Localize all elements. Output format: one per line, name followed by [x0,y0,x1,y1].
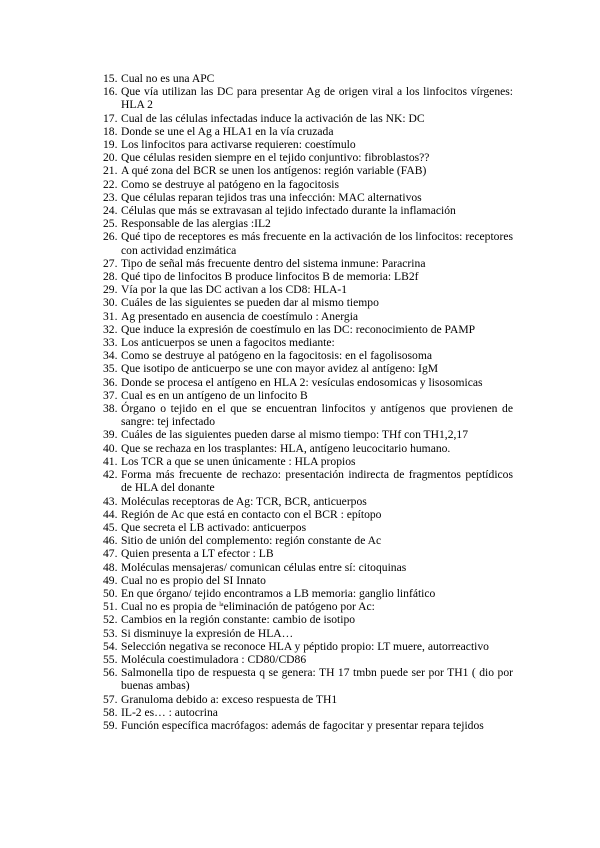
item-number: 33. [103,336,118,350]
list-item [103,574,513,587]
item-number: 50. [103,586,118,600]
item-text: Donde se procesa el antígeno en HLA 2: vesículas endosomicas y lisosomicas [121,375,483,389]
item-number: 52. [103,613,118,627]
list-item [103,666,513,692]
item-text: Tipo de señal más frecuente dentro del sistema inmune: Paracrina [121,256,426,270]
list-item [103,125,513,138]
item-text: Función específica macrófagos: además de fagocitar y presentar repara tejidos [121,718,484,732]
item-number: 53. [103,626,118,640]
list-item [103,296,513,309]
item-text: Ag presentado en ausencia de coestímulo : Anergia [121,309,359,323]
question-list [103,72,513,732]
list-item [103,85,513,111]
item-number: 23. [103,190,118,204]
list-item [103,547,513,560]
item-number: 43. [103,494,118,508]
item-text: Células que más se extravasan al tejido infectado durante la inflamación [121,204,456,218]
list-item [103,719,513,732]
item-number: 48. [103,560,118,574]
item-number: 58. [103,705,118,719]
item-text-part: eliminación de patógeno por Ac: [223,600,375,614]
item-number: 51. [103,600,118,614]
item-number: 39. [103,428,118,442]
list-item [103,270,513,283]
item-text: Que induce la expresión de coestímulo en las DC: reconocimiento de PAMP [121,322,476,336]
list-item [103,640,513,653]
list-item [103,693,513,706]
item-text: Los anticuerpos se unen a fagocitos mediante: [121,336,335,350]
item-text: Donde se une el Ag a HLA1 en la vía cruzada [121,124,334,138]
list-item [103,455,513,468]
item-text: Que secreta el LB activado: anticuerpos [121,520,307,534]
item-text: Que células residen siempre en el tejido conjuntivo: fibroblastos?? [121,151,430,165]
list-item [103,376,513,389]
item-text: Vía por la que las DC activan a los CD8: HLA-1 [121,283,348,297]
list-item [103,389,513,402]
list-item [103,72,513,85]
item-number: 42. [103,468,118,482]
item-text: Si disminuye la expresión de HLA… [121,626,294,640]
item-text [121,600,513,613]
item-number: 21. [103,164,118,178]
list-item [103,217,513,230]
item-number: 57. [103,692,118,706]
item-number: 40. [103,441,118,455]
list-item [103,706,513,719]
list-item [103,178,513,191]
item-number: 25. [103,217,118,231]
item-text: Sitio de unión del complemento: región constante de Ac [121,534,382,548]
item-text: Los linfocitos para activarse requieren: coestímulo [121,138,356,152]
list-item [103,561,513,574]
item-text: Salmonella tipo de respuesta q se genera: TH 17 tmbn puede ser por TH1 ( dio por buenas ambas) [121,666,513,693]
item-text: Qué tipo de linfocitos B produce linfocitos B de memoria: LB2f [121,270,419,284]
item-text: Como se destruye al patógeno en la fagocitosis: en el fagolisosoma [121,349,433,363]
list-item [103,151,513,164]
item-number: 35. [103,362,118,376]
item-number: 28. [103,270,118,284]
list-item [103,653,513,666]
list-item [103,534,513,547]
item-number: 24. [103,204,118,218]
list-item [103,336,513,349]
item-text: Moléculas receptoras de Ag: TCR, BCR, anticuerpos [121,494,367,508]
item-text: Región de Ac que está en contacto con el BCR : epítopo [121,507,382,521]
list-item [103,428,513,441]
item-text: Que células reparan tejidos tras una infección: MAC alternativos [121,190,422,204]
item-number: 19. [103,138,118,152]
item-text-part: Cual no es propia de [121,600,220,614]
list-item [103,257,513,270]
item-number: 56. [103,666,118,680]
item-number: 15. [103,72,118,85]
item-text: Cual de las células infectadas induce la activación de las NK: DC [121,111,425,125]
item-number: 27. [103,256,118,270]
item-text: Selección negativa se reconoce HLA y péptido propio: LT muere, autorreactivo [121,639,489,653]
item-text: Cambios en la región constante: cambio de isotipo [121,613,356,627]
item-text: Que isotipo de anticuerpo se une con mayor avidez al antígeno: IgM [121,362,439,376]
list-item [103,310,513,323]
item-number: 22. [103,177,118,191]
list-item [103,521,513,534]
list-item [103,230,513,256]
item-number: 38. [103,402,118,416]
item-number: 31. [103,309,118,323]
item-number: 36. [103,375,118,389]
list-item [103,164,513,177]
item-number: 49. [103,573,118,587]
item-text: Qué tipo de receptores es más frecuente en la activación de los linfocitos: receptores con actividad enzimática [121,230,513,257]
list-item [103,613,513,626]
list-item [103,138,513,151]
item-text: Cuáles de las siguientes pueden darse al mismo tiempo: THf con TH1,2,17 [121,428,468,442]
list-item [103,112,513,125]
list-item [103,627,513,640]
item-number: 44. [103,507,118,521]
list-item [103,508,513,521]
item-number: 55. [103,652,118,666]
item-number: 18. [103,124,118,138]
item-text: Molécula coestimuladora : CD80/CD86 [121,652,307,666]
item-text: Granuloma debido a: exceso respuesta de TH1 [121,692,338,706]
item-number: 41. [103,454,118,468]
list-item [103,283,513,296]
list-item [103,600,513,613]
item-text: Órgano o tejido en el que se encuentran linfocitos y antígenos que provienen de sangre: tej infectado [121,402,513,429]
item-text: Los TCR a que se unen únicamente : HLA propios [121,454,356,468]
list-item [103,402,513,428]
item-number: 30. [103,296,118,310]
list-item [103,587,513,600]
item-text: Moléculas mensajeras/ comunican células entre sí: citoquinas [121,560,407,574]
item-text: Responsable de las alergias :IL2 [121,217,271,231]
item-number: 26. [103,230,118,244]
item-text-superscript: la [219,602,224,609]
item-text: Forma más frecuente de rechazo: presentación indirecta de fragmentos peptídicos de HLA del donante [121,468,513,495]
list-item [103,362,513,375]
item-number: 16. [103,85,118,99]
item-text: Cual es en un antígeno de un linfocito B [121,388,308,402]
item-number: 37. [103,388,118,402]
list-item [103,323,513,336]
item-number: 32. [103,322,118,336]
list-item [103,495,513,508]
item-number: 47. [103,547,118,561]
item-text: IL-2 es… : autocrina [121,705,218,719]
list-item [103,191,513,204]
item-text: Quien presenta a LT efector : LB [121,547,274,561]
item-number: 29. [103,283,118,297]
item-number: 59. [103,718,118,732]
list-item [103,468,513,494]
item-text: Cuáles de las siguientes se pueden dar al mismo tiempo [121,296,379,310]
list-item [103,442,513,455]
item-number: 54. [103,639,118,653]
item-text: Cual no es una APC [121,72,215,85]
item-text: A qué zona del BCR se unen los antígenos: región variable (FAB) [121,164,427,178]
item-number: 20. [103,151,118,165]
item-text: Cual no es propio del SI Innato [121,573,266,587]
item-text: En que órgano/ tejido encontramos a LB memoria: ganglio linfático [121,586,436,600]
item-number: 46. [103,534,118,548]
item-text: Como se destruye al patógeno en la fagocitosis [121,177,339,191]
item-number: 17. [103,111,118,125]
list-item [103,204,513,217]
item-text: Que se rechaza en los trasplantes: HLA, antígeno leucocitario humano. [121,441,451,455]
list-item [103,349,513,362]
item-number: 34. [103,349,118,363]
item-text: Que vía utilizan las DC para presentar Ag de origen viral a los linfocitos vírgenes: HLA 2 [121,85,513,112]
item-number: 45. [103,520,118,534]
